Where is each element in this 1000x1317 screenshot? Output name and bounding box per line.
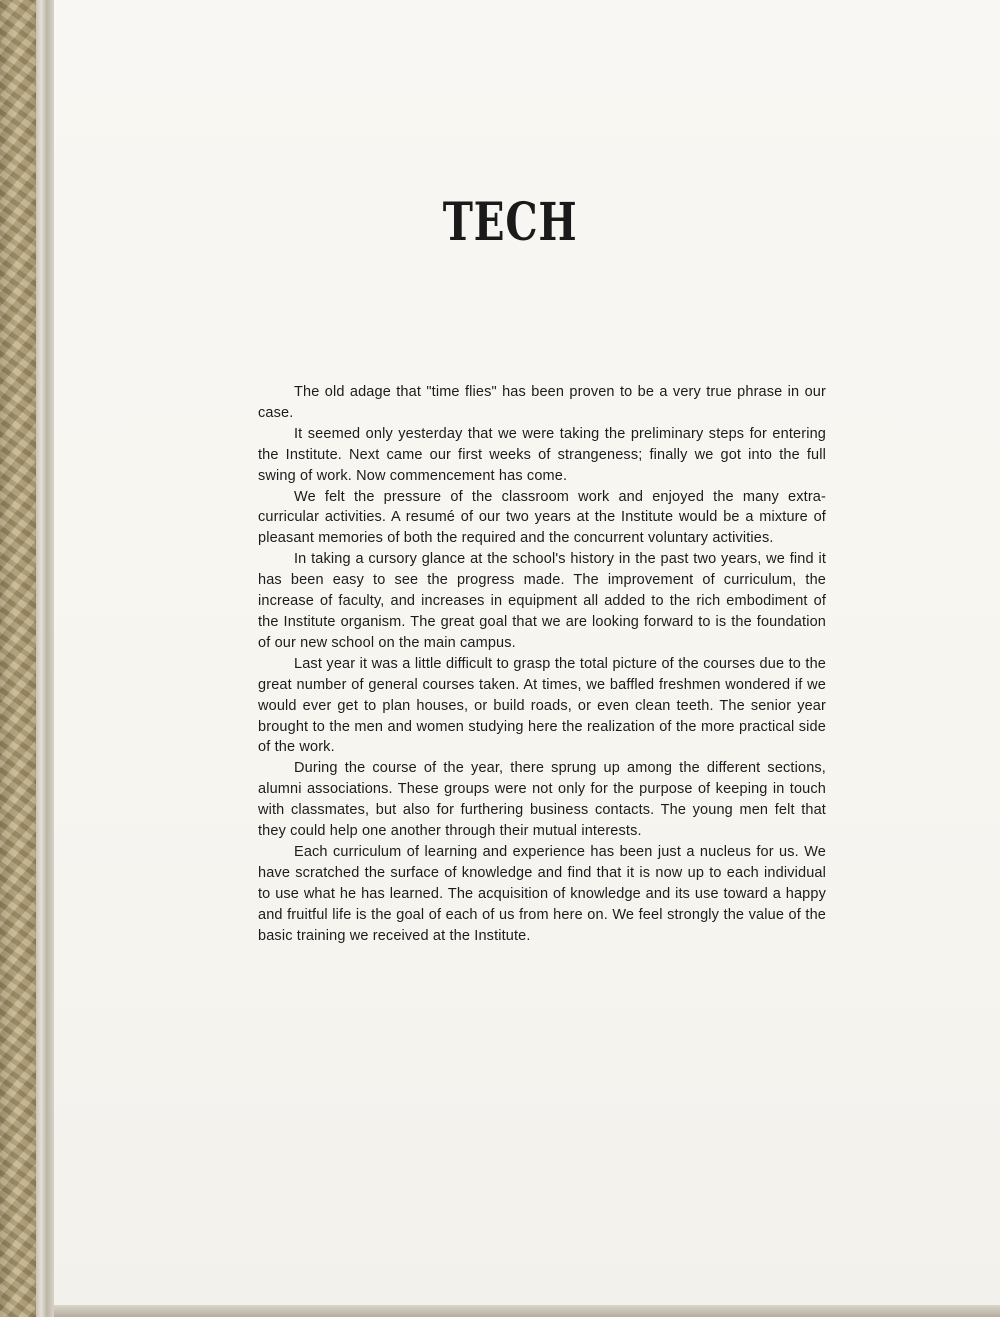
page-title: TECH xyxy=(442,192,578,253)
paragraph: During the course of the year, there sprung up among the different sections, alumni associations. These groups were not only for the purpose of keeping in touch with classmates, but also for furthering business contacts. The young men felt that they could help one another through their mutual interests. xyxy=(258,760,826,840)
paragraph: In taking a cursory glance at the school's history in the past two years, we find it has been easy to see the progress made. The improvement of curriculum, the increase of faculty, and increases in equipment all added to the rich embodiment of the Institute organism. The great goal that we are looking forward to is the foundation of our new school on the main campus. xyxy=(258,551,826,651)
paragraph: We felt the pressure of the classroom work and enjoyed the many extra-curricular activities. A resumé of our two years at the Institute would be a mixture of pleasant memories of both the required and the concurrent voluntary activities. xyxy=(258,488,826,547)
paragraph: Last year it was a little difficult to grasp the total picture of the courses due to the great number of general courses taken. At times, we baffled freshmen wondered if we would ever get to plan houses, or build roads, or even clean teeth. The senior year brought to the men and women studying here the realization of the more practical side of the work. xyxy=(258,655,826,756)
body-text xyxy=(258,382,826,946)
paragraph: The old adage that "time flies" has been proven to be a very true phrase in our case. xyxy=(258,384,826,421)
paragraph: Each curriculum of learning and experience has been just a nucleus for us. We have scratched the surface of knowledge and find that it is now up to each individual to use what he has learned. The acquisition of knowledge and its use toward a happy and fruitful life is the goal of each of us from here on. We feel strongly the value of the basic training we received at the Institute. xyxy=(258,843,826,944)
book-binding xyxy=(0,0,40,1317)
page-edges xyxy=(36,0,54,1317)
paragraph: It seemed only yesterday that we were taking the preliminary steps for entering the Institute. Next came our first weeks of strangeness; finally we got into the full swing of work. Now commencement has come. xyxy=(258,425,826,484)
page-bottom-edge xyxy=(54,1305,1000,1317)
